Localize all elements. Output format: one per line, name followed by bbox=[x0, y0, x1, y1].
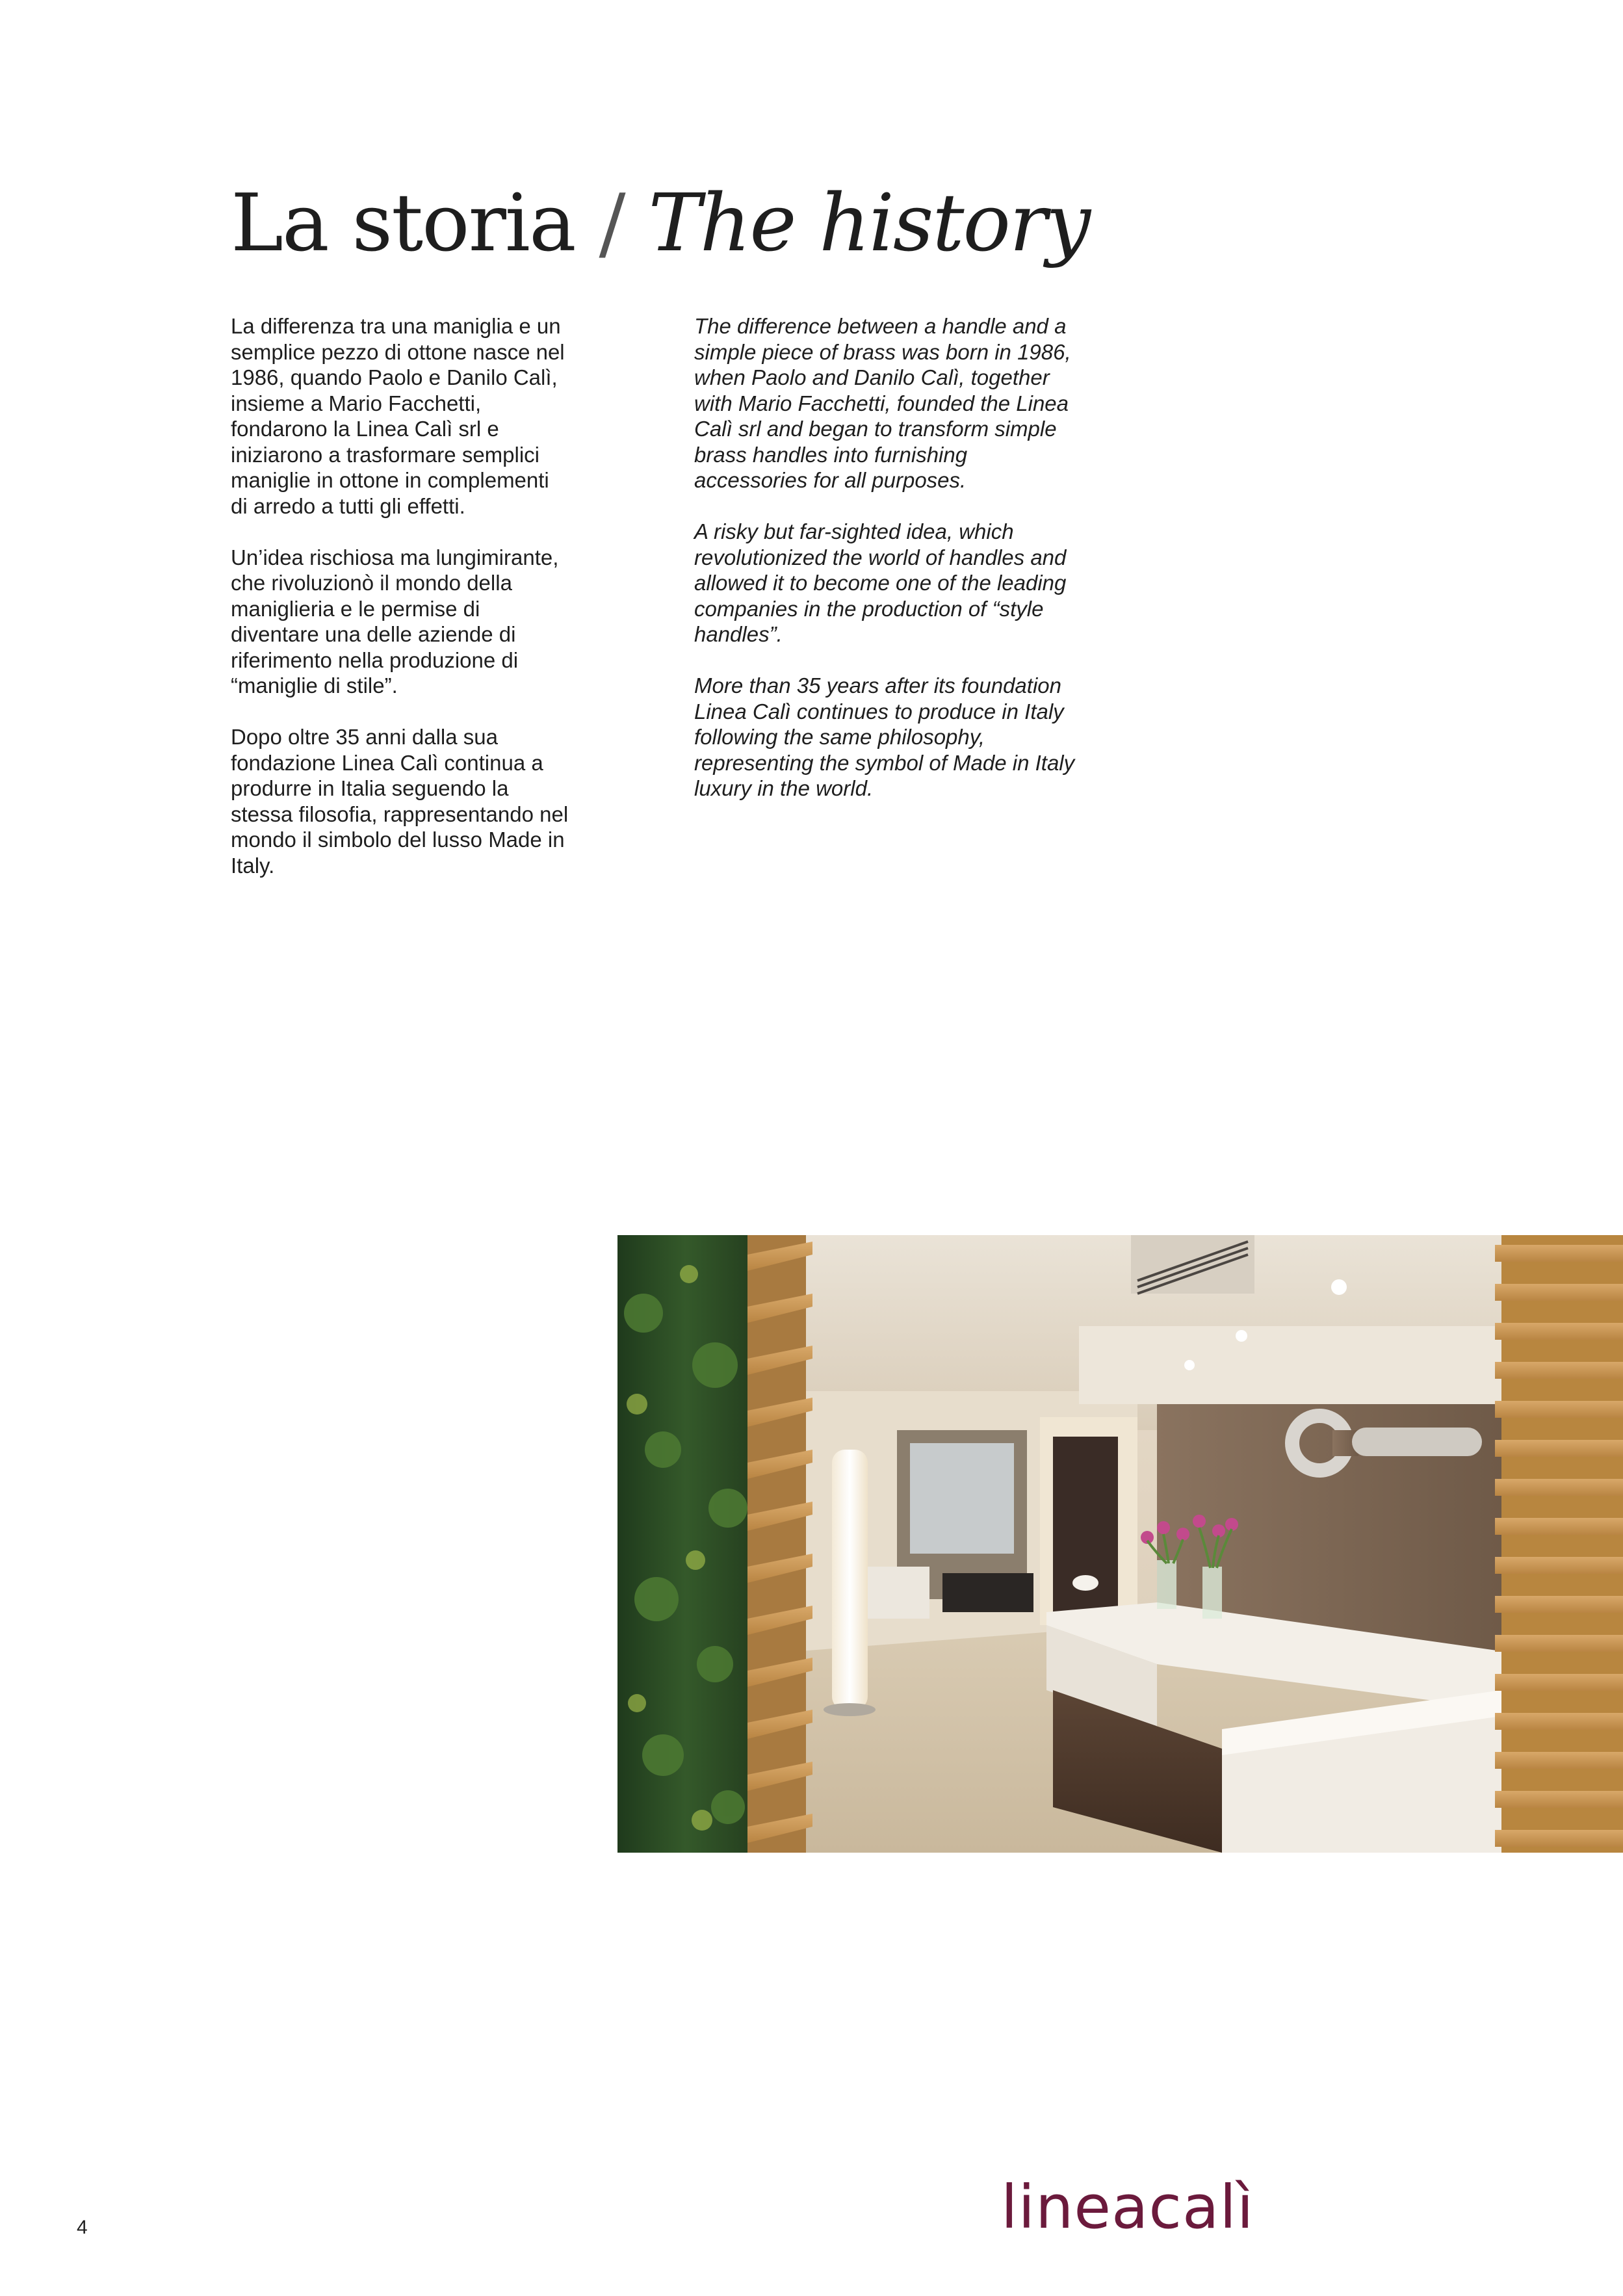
italian-paragraph: Un’idea rischiosa ma lungimirante, che rivoluzionò il mondo della maniglieria e le permise di diventare una delle aziende di riferimento nella produzione di “maniglie di stile”. bbox=[231, 545, 559, 698]
title-english: The history bbox=[648, 177, 1090, 269]
page-title bbox=[231, 176, 1089, 270]
reception-interior-photo bbox=[617, 1235, 1623, 1853]
lineacali-logo: lineacalì bbox=[1001, 2172, 1254, 2242]
title-italian: La storia bbox=[231, 177, 575, 269]
english-paragraph: More than 35 years after its foundation Linea Calì continues to produce in Italy following the same philosophy, representing the symbol of Made in Italy luxury in the world. bbox=[694, 673, 1075, 800]
italian-text-column bbox=[231, 313, 569, 904]
page-number: 4 bbox=[77, 2217, 88, 2238]
italian-paragraph: Dopo oltre 35 anni dalla sua fondazione Linea Calì continua a produrre in Italia seguendo la stessa filosofia, rappresentando nel mondo il simbolo del lusso Made in Italy. bbox=[231, 725, 569, 878]
title-separator: / bbox=[599, 177, 625, 269]
english-text-column bbox=[694, 313, 1084, 827]
english-paragraph: The difference between a handle and a simple piece of brass was born in 1986, when Paolo and Danilo Calì, together with Mario Facchetti, founded the Linea Calì srl and began to transform simple brass handles into furnishing accessories for all purposes. bbox=[694, 314, 1071, 492]
italian-paragraph: La differenza tra una maniglia e un semplice pezzo di ottone nasce nel 1986, quando Paolo e Danilo Calì, insieme a Mario Facchetti, fondarono la Linea Calì srl e iniziarono a trasformare semplici maniglie in ottone in complementi di arredo a tutti gli effetti. bbox=[231, 314, 565, 518]
reception-interior-illustration bbox=[617, 1235, 1623, 1853]
english-paragraph: A risky but far-sighted idea, which revolutionized the world of handles and allowed it to become one of the leading companies in the production of “style handles”. bbox=[694, 519, 1067, 646]
